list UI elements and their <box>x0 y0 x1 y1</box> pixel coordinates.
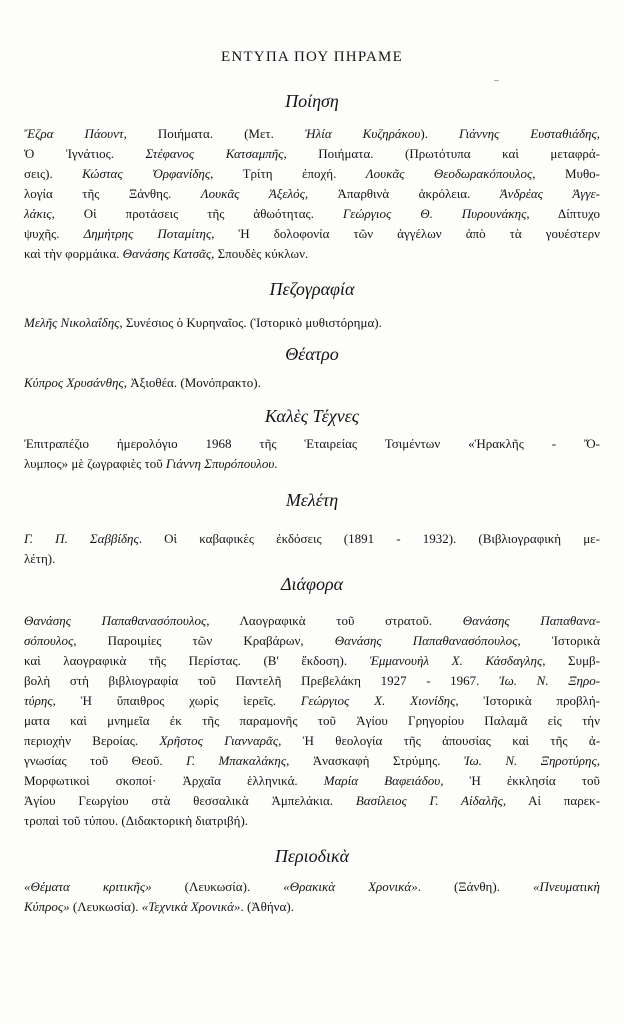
text-line <box>24 434 614 454</box>
page-title: ΕΝΤΥΠΑ ΠΟΥ ΠΗΡΑΜΕ <box>221 49 403 65</box>
author-name: Θανάσης Παπαθανα- <box>462 613 601 628</box>
entry-text: , Ἡ θεολογία τῆς ἀπουσίας καὶ τῆς ἀ- <box>278 733 601 748</box>
text-line <box>24 877 614 897</box>
entry-text: , Ἀνασκαφὴ Στρύμης. <box>286 753 464 768</box>
entry-text: λογία τῆς Ξάνθης. <box>24 186 201 201</box>
author-name: Γιάννης Ευσταθιάδης <box>458 126 597 141</box>
entry-text: , Δίπτυχο <box>526 206 600 221</box>
entry-text: , Συμβ- <box>542 653 600 668</box>
section-body-miscellaneous <box>24 611 614 831</box>
entry-text: , Σπουδὲς κύκλων. <box>211 246 309 261</box>
entry-text: Ἁγίου Γεωργίου στὰ θεσσαλικὰ Ἀμπελάκια. <box>24 793 356 808</box>
text-line <box>24 204 614 224</box>
author-name: Ἀνδρέας Ἀγγε- <box>499 186 601 201</box>
text-line <box>24 224 614 244</box>
entry-text: , Συνέσιος ὁ Κυρηναῖος. (Ἱστορικὸ μυθιστόρημα). <box>119 315 382 330</box>
text-line <box>24 454 614 474</box>
entry-text: , Ποιήματα. (Μετ. <box>123 126 305 141</box>
author-name: Στέφανος Κατσαμπῆς <box>145 146 284 161</box>
author-name: λάκις <box>24 206 52 221</box>
entry-text: , <box>596 753 600 768</box>
author-name: Γεώργιος Χ. Χιονίδης <box>300 693 456 708</box>
text-line <box>24 897 614 917</box>
text-line <box>24 791 614 811</box>
author-name: Γ. Π. Σαββίδης <box>24 531 139 546</box>
author-name: Μαρία Βαφειάδου <box>323 773 441 788</box>
entry-text: . <box>274 456 278 471</box>
text-line <box>24 731 614 751</box>
author-name: Κύπρος Χρυσάνθης <box>24 375 124 390</box>
section-heading-periodicals: Περιοδικὰ <box>274 846 350 866</box>
entry-text: , Ἱστορικὰ <box>517 633 601 648</box>
section-heading-poetry: Ποίηση <box>285 91 339 111</box>
text-line <box>24 611 614 631</box>
entry-text: καὶ λαογραφικὰ τῆς Περίστας. (Β' ἔκδοση). <box>24 653 370 668</box>
section-body-study <box>24 529 614 569</box>
author-name: Θανάσης Παπαθανασόπουλος <box>334 633 518 648</box>
author-name: «Θρακικὰ Χρονικά» <box>283 879 418 894</box>
author-name: Θανάσης Κατσᾶς <box>122 246 212 261</box>
text-line <box>24 124 614 144</box>
entry-text: (Λευκωσία). <box>69 899 142 914</box>
text-line <box>24 691 614 711</box>
entry-text: , Ἀξιοθέα. (Μονόπρακτο). <box>123 375 261 390</box>
author-name: Χρῆστος Γιανναρᾶς <box>159 733 279 748</box>
text-line <box>24 244 614 264</box>
section-body-theatre <box>24 373 614 393</box>
author-name: «Πνευματικὴ <box>532 879 600 894</box>
section-body-prose <box>24 313 614 333</box>
section-heading-miscellaneous: Διάφορα <box>280 574 344 594</box>
text-line <box>24 711 614 731</box>
print-speck <box>494 80 499 81</box>
text-line <box>24 651 614 671</box>
text-line <box>24 771 614 791</box>
author-name: Ἔζρα Πάουντ <box>24 126 124 141</box>
text-line <box>24 164 614 184</box>
entry-text: ). <box>420 126 459 141</box>
author-name: Βασίλειος Γ. Αἰδαλῆς <box>355 793 503 808</box>
text-line <box>24 631 614 651</box>
author-name: Λουκᾶς Ἀξελός <box>200 186 305 201</box>
author-name: «Θέματα κριτικῆς» <box>24 879 152 894</box>
entry-text: Ὁ Ἰγνάτιος. <box>24 146 146 161</box>
section-heading-fine-arts: Καλὲς Τέχνες <box>264 406 360 426</box>
section-body-poetry <box>24 124 614 264</box>
author-name: Ἰω. Ν. Ξηρο- <box>499 673 601 688</box>
entry-text: , Ἡ δολοφονία τῶν ἀγγέλων ἀπὸ τὰ γουέστερν <box>211 226 600 241</box>
text-line <box>24 549 614 569</box>
author-name: Λουκᾶς Θεοδωρακόπουλος <box>365 166 533 181</box>
entry-text: ψυχῆς. <box>24 226 84 241</box>
entry-text: . Οἱ καβαφικὲς ἐκδόσεις (1891 - 1932). (Βιβλιογραφικὴ με- <box>138 531 600 546</box>
entry-text: Μορφωτικοὶ σκοποί· Ἀρχαῖα ἑλληνικά. <box>24 773 324 788</box>
section-heading-study: Μελέτη <box>285 490 339 510</box>
entry-text: , Παροιμίες τῶν Κραβάρων, <box>73 633 335 648</box>
entry-text: , Ἱστορικὰ προβλή- <box>455 693 600 708</box>
entry-text: . (Ξάνθη). <box>417 879 533 894</box>
entry-text: (Λευκωσία). <box>151 879 284 894</box>
author-name: Ἐμμανουὴλ Χ. Κάσδαγλης <box>369 653 543 668</box>
entry-text: καὶ τὴν φορμάικα. <box>24 246 123 261</box>
text-line <box>24 529 614 549</box>
entry-text: σεις). <box>24 166 83 181</box>
text-line <box>24 184 614 204</box>
section-body-fine-arts <box>24 434 614 474</box>
section-heading-prose: Πεζογραφία <box>269 279 355 299</box>
entry-text: , Οἱ προτάσεις τῆς ἀθωότητας. <box>51 206 343 221</box>
entry-text: περιοχὴν Βεροίας. <box>24 733 160 748</box>
entry-text: ματα καὶ μνημεῖα ἐκ τῆς παραμονῆς τοῦ Ἁγίου Γρηγορίου Παλαμᾶ εἰς τὴν <box>24 713 600 728</box>
author-name: Κώστας Ὀρφανίδης <box>82 166 211 181</box>
section-body-periodicals <box>24 877 614 917</box>
entry-text: , Ἀπαρθινὰ ἀκρόλεια. <box>304 186 500 201</box>
author-name: τύρης <box>24 693 53 708</box>
text-line <box>24 373 614 393</box>
text-line <box>24 144 614 164</box>
entry-text: , Ἡ ἐκκλησία τοῦ <box>440 773 600 788</box>
author-name: «Τεχνικὰ Χρονικά» <box>141 899 241 914</box>
entry-text: γνωσίας τοῦ Θεοῦ. <box>24 753 187 768</box>
section-heading-theatre: Θέατρο <box>285 344 339 364</box>
entry-text: . (Ἀθήνα). <box>240 899 294 914</box>
entry-text: , Αἱ παρεκ- <box>502 793 601 808</box>
text-line <box>24 751 614 771</box>
entry-text: λυμπος» μὲ ζωγραφιὲς τοῦ <box>24 456 166 471</box>
text-line <box>24 313 614 333</box>
author-name: Δημήτρης Ποταμίτης <box>83 226 212 241</box>
author-name: Γεώργιος Θ. Πυρουνάκης <box>342 206 527 221</box>
author-name: Ἠλία Κυζηράκου <box>304 126 421 141</box>
entry-text: , Μυθο- <box>532 166 601 181</box>
text-line <box>24 671 614 691</box>
text-line <box>24 811 614 831</box>
author-name: Κύπρος» <box>24 899 70 914</box>
author-name: Μελῆς Νικολαΐδης <box>24 315 120 330</box>
author-name: Γιάννη Σπυρόπουλου <box>165 456 275 471</box>
entry-text: , Ἡ ὕπαιθρος χωρὶς ἱερεῖς. <box>52 693 301 708</box>
author-name: Θανάσης Παπαθανασόπουλος <box>24 613 207 628</box>
entry-text: , Λαογραφικὰ τοῦ στρατοῦ. <box>206 613 463 628</box>
author-name: Ἰω. Ν. Ξηροτύρης <box>463 753 597 768</box>
author-name: Γ. Μπακαλάκης <box>186 753 287 768</box>
entry-text: τροπαὶ τοῦ τύπου. (Διδακτορικὴ διατριβή). <box>24 813 249 828</box>
entry-text: βολὴ στὴ βιβλιογραφία τοῦ Παντελῆ Πρεβελάκη 1927 - 1967. <box>24 673 500 688</box>
entry-text: , <box>596 126 600 141</box>
entry-text: λέτη). <box>24 551 56 566</box>
entry-text: , Ποιήματα. (Πρωτότυπα καὶ μεταφρά- <box>283 146 600 161</box>
entry-text: , Τρίτη ἐποχή. <box>210 166 366 181</box>
author-name: σόπουλος <box>24 633 74 648</box>
entry-text: Ἐπιτραπέζιο ἡμερολόγιο 1968 τῆς Ἑταιρείας Τσιμέντων «Ἡρακλῆς - Ὄ- <box>24 436 600 451</box>
